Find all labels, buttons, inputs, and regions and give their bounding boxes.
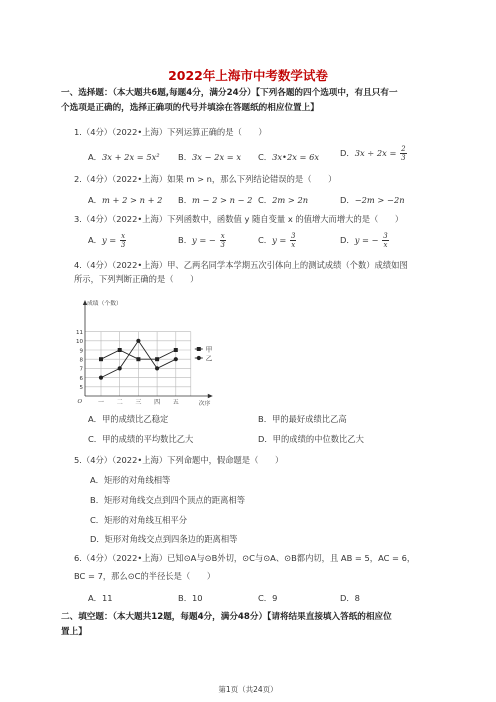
y-tick-label: 5 [79,385,83,392]
legend-label-乙: 乙 [205,354,213,363]
q4-option-d: D．甲的成绩的中位数比乙大 [258,434,364,444]
y-tick-label: 10 [76,339,83,346]
point-甲 [118,348,122,352]
legend-label-甲: 甲 [205,345,213,354]
section-2-header: 二、填空题：（本大题共12题，每题4分，满分48分）【请将结果直接填入答纸的相应位 置上】 [61,612,392,637]
q4-option-a: A．甲的成绩比乙稳定 [88,414,169,424]
q3-stem: 3.（4分）（2022•上海）下列函数中，函数值 y 随自变量 x 的值增大而增大的是（ ） [74,214,404,224]
q6-stem: 6.（4分）（2022•上海）已知⊙A与⊙B外切，⊙C与⊙A、⊙B都内切，且 AB = 5，AC = 6， BC = 7，那么⊙C的半径长是（ ） [74,553,416,581]
q6-option-a: A．11 [88,593,113,603]
q6-option-d: D．8 [340,593,360,603]
q4-stem: 4.（4分）（2022•上海）甲、乙两名同学本学期五次引体向上的测试成绩（个数）成绩如图 所示，下列判断正确的是（ ） [74,260,408,284]
point-乙 [118,366,122,370]
x-tick-label: 一 [97,399,105,406]
point-甲 [174,348,178,352]
y-tick-label: 6 [79,375,83,382]
y-tick-label: 8 [79,357,83,364]
q1-stem: 1.（4分）（2022•上海）下列运算正确的是（ ） [74,127,267,137]
point-乙 [99,376,103,380]
q1-option-c: C．3x•2x = 6x [258,152,320,162]
x-tick-label: 二 [116,399,123,406]
q3-option-d: D．y = − $\frac{3}{x}$ [340,232,388,249]
point-甲 [155,357,159,361]
x-axis-label: 次序 [198,401,211,407]
point-乙 [136,339,140,343]
point-乙 [174,357,178,361]
q2-option-b: B．m − 2 > n − 2 [178,195,253,205]
q2-option-c: C．2m > 2n [258,195,309,205]
exam-title: 2022年上海市中考数学试卷 [168,68,328,83]
q6-option-c: C．9 [258,593,278,603]
section-1-line-1: 一、选择题：（本大题共6题,每题4分，满分24分）【下列各题的四个选项中，有且只有一 [61,88,398,98]
q1-option-b: B．3x − 2x = x [178,152,242,162]
q6-option-b: B．10 [178,593,203,603]
q5-stem: 5.（4分）（2022•上海）下列命题中，假命题是（ ） [74,455,284,465]
point-甲 [99,357,103,361]
section-1-header [61,86,441,116]
q5-option-d: D．矩形对角线交点到四条边的距离相等 [90,534,238,544]
q1-d-fraction: $\frac{2}{3}$ [401,145,406,162]
q3-option-c: C．y = $\frac{3}{x}$ [258,232,296,249]
x-tick-label: 四 [154,399,161,406]
origin-label: O [77,399,82,405]
q4-option-b: B．甲的最好成绩比乙高 [258,414,347,424]
x-axis-arrow [208,394,213,398]
y-tick-label: 11 [76,329,83,336]
point-甲 [136,357,140,361]
q5-option-b: B．矩形对角线交点到四个顶点的距离相等 [90,495,246,505]
q1-option-d: D．3x ÷ 2x = $\frac{2}{3}$ [340,145,406,162]
q2-stem: 2.（4分）（2022•上海）如果 m > n，那么下列结论错误的是（ ） [74,174,337,184]
score-line-chart [76,296,246,408]
x-tick-label: 五 [172,399,179,406]
q3-option-a: A．y = $\frac{x}{3}$ [88,232,126,249]
q2-option-a: A．m + 2 > n + 2 [88,195,163,205]
q5-option-a: A．矩形的对角线相等 [90,475,171,485]
point-乙 [155,366,159,370]
section-1-line-2: 个选项是正确的，选择正确项的代号并填涂在答题纸的相应位置上】 [61,103,319,113]
q1-option-a: A．3x + 2x = 5x² [88,152,160,162]
y-tick-label: 7 [79,366,83,373]
legend-marker-甲 [197,347,201,351]
q2-option-d: D．−2m > −2n [340,195,405,205]
q3-option-b: B．y = − $\frac{x}{3}$ [178,232,225,249]
y-tick-label: 9 [79,348,83,355]
y-axis-label: 成绩（个数） [87,301,122,307]
q5-option-c: C．矩形的对角线互相平分 [90,515,188,525]
q4-option-c: C．甲的成绩的平均数比乙大 [88,434,194,444]
page-footer: 第1页（共24页） [218,685,278,694]
x-tick-label: 三 [135,399,142,406]
legend-marker-乙 [197,356,201,360]
